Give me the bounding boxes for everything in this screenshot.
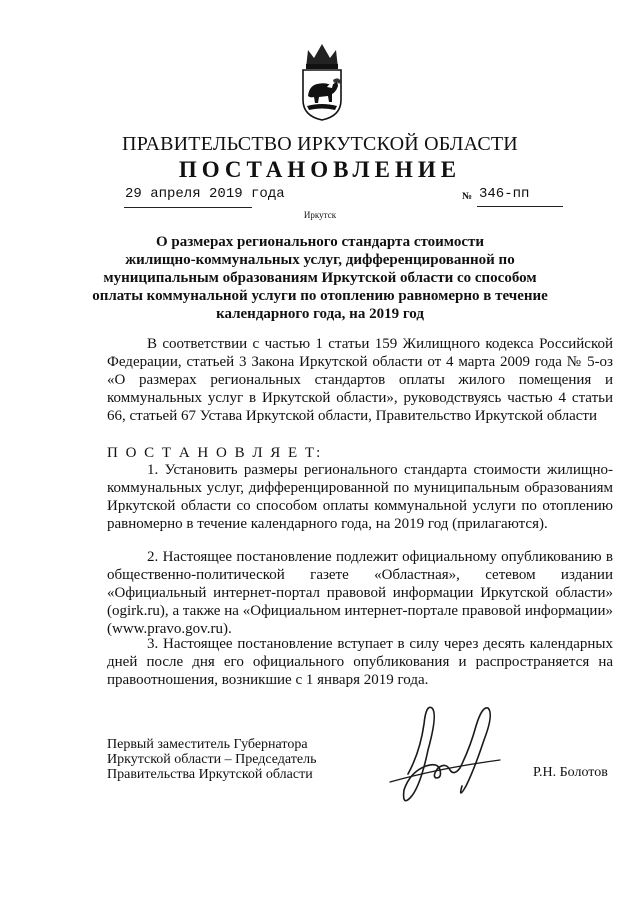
document-kind: ПОСТАНОВЛЕНИЕ — [178, 157, 462, 182]
position-line: Иркутской области – Председатель — [107, 752, 317, 767]
signer-name: Р.Н. Болотов — [533, 765, 608, 780]
position-line: Первый заместитель Губернатора — [107, 737, 308, 752]
document-date: 29 апреля 2019 года — [125, 186, 285, 202]
clause-2: 2. Настоящее постановление подлежит официальному опубликованию в общественно-политической газете «Областная», сетевом издании «Официальный интернет-портал правовой информации Иркутской области» (ogirk.ru), а также на «Официальном интернет-портале правовой информации» (www.pravo.gov.ru). — [107, 549, 613, 637]
number-sign: № — [462, 191, 473, 202]
title-line: О размерах регионального стандарта стоимости — [156, 234, 484, 250]
city-name: Иркутск — [303, 210, 337, 220]
document-number: 346-пп — [479, 186, 530, 202]
title-line: жилищно-коммунальных услуг, дифференцированной по — [125, 252, 515, 268]
handwritten-signature — [380, 690, 510, 820]
title-line: календарного года, на 2019 год — [216, 306, 424, 322]
signer-position — [107, 737, 367, 782]
clause-3: 3. Настоящее постановление вступает в силу через десять календарных дней после дня его официального опубликования и распространяется на правоотношения, возникшие с 1 января 2019 года. — [107, 636, 613, 688]
document-title — [0, 233, 640, 323]
position-line: Правительства Иркутской области — [107, 767, 313, 782]
coat-of-arms-icon — [299, 40, 345, 122]
number-underline — [477, 206, 563, 207]
title-line: муниципальным образованиям Иркутской области со способом — [103, 270, 537, 286]
title-line: оплаты коммунальной услуги по отоплению равномерно в течение — [92, 288, 548, 304]
clause-1: 1. Установить размеры регионального стандарта стоимости жилищно-коммунальных услуг, дифференцированной по муниципальным образованиям Иркутской области со способом оплаты коммунальной услуги по отоплению равномерно в течение календарного года, на 2019 год (прилагаются). — [107, 462, 613, 532]
date-underline — [124, 207, 252, 208]
resolve-heading: П О С Т А Н О В Л Я Е Т: — [107, 445, 323, 461]
intro-paragraph: В соответствии с частью 1 статьи 159 Жилищного кодекса Российской Федерации, статьей 3 Закона Иркутской области от 4 марта 2009 года № 5-оз «О размерах региональных стандартов оплаты жилого помещения и коммунальных услуг в Иркутской области», руководствуясь частью 4 статьи 66, статьей 67 Устава Иркутской области, Правительство Иркутской области — [107, 336, 613, 424]
government-name: ПРАВИТЕЛЬСТВО ИРКУТСКОЙ ОБЛАСТИ — [122, 133, 518, 155]
